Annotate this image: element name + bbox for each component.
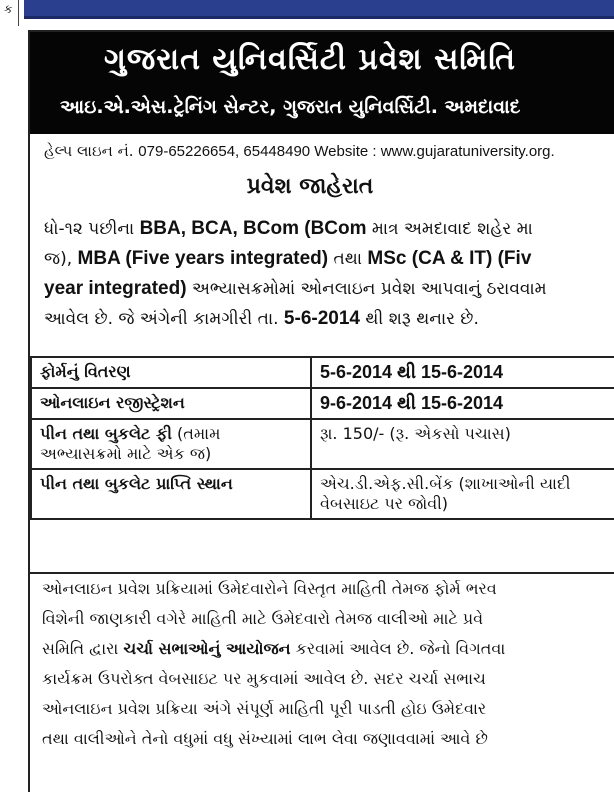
para-l2-bold2: MSc (CA & IT) (Fiv (367, 248, 532, 269)
row-label-note: (તમામ અભ્યાસક્રમો માટે એક જ) (40, 424, 221, 463)
top-color-bar (24, 0, 614, 19)
para-line-2 (44, 244, 614, 274)
para-line-1 (44, 214, 614, 244)
box-line-4: કાર્યક્રમ ઉપરોક્ત વેબસાઇટ પર મુકવામાં આવેલ છે. સદર ચર્ચા સભાચ (42, 669, 486, 688)
table-row (31, 469, 614, 519)
header-banner (30, 32, 614, 134)
info-box (30, 572, 614, 804)
para-l4-bold: 5-6-2014 (283, 308, 360, 329)
row-label-cell (31, 419, 311, 469)
table-row (31, 388, 614, 419)
adjacent-column (0, 0, 19, 26)
row-value: 5-6-2014 થી 15-6-2014 (311, 357, 614, 388)
para-l3-bold: year integrated) (44, 278, 187, 299)
row-value: એચ.ડી.એફ.સી.બેંક (શાખાઓની યાદી વેબસાઇટ પર જોવી) (311, 469, 614, 519)
para-line-4 (44, 304, 614, 334)
box-l3-post: કરવામાં આવેલ છે. જેનો વિગતવા (290, 639, 506, 658)
header-title: ગુજરાત યુનિવર્સિટી પ્રવેશ સમિતિ (103, 42, 517, 77)
para-l2-pre: જ), (44, 249, 78, 269)
notice-paragraph (44, 214, 614, 334)
row-value: રૂા. 150/- (રૂ. એકસો પચાસ) (311, 419, 614, 469)
box-line-1: ઓનલાઇન પ્રવેશ પ્રક્રિયામાં ઉમેદવારોને વિસ્તૃત માહિતી તેમજ ફોર્મ ભરવ (42, 579, 497, 598)
adjacent-column-text: ક (4, 2, 13, 16)
notice-title: પ્રવેશ જાહેરાત (246, 174, 374, 199)
para-l4-post: થી શરૂ થનાર છે. (359, 309, 479, 329)
row-label: ઓનલાઇન રજીસ્ટ્રેશન (31, 388, 311, 419)
table-row (31, 419, 614, 469)
top-strip (0, 0, 614, 26)
box-line-3 (30, 634, 614, 664)
para-l4-pre: આવેલ છે. જે અંગેની કામગીરી તા. (44, 309, 284, 329)
row-label: પીન તથા બુકલેટ પ્રાપ્તિ સ્થાન (31, 469, 311, 519)
box-l3-bold: ચર્ચા સભાઓનું આયોજન (123, 639, 291, 658)
helpline-text: 079-65226654, 65448490 Website : www.gujaratuniversity.org. (138, 143, 555, 160)
para-l2-mid: તથા (328, 249, 368, 269)
para-l2-bold1: MBA (Five years integrated) (77, 248, 329, 269)
row-label: પીન તથા બુકલેટ ફી (40, 424, 172, 443)
box-l3-pre: સમિતિ દ્વારા (42, 639, 124, 658)
table-row (31, 357, 614, 388)
row-value: 9-6-2014 થી 15-6-2014 (311, 388, 614, 419)
box-line-5: ઓનલાઇન પ્રવેશ પ્રક્રિયા અંગે સંપૂર્ણ માહિતી પૂરી પાડતી હોઇ ઉમેદવાર (42, 699, 487, 718)
row-label: ફોર્મનું વિતરણ (31, 357, 311, 388)
para-l1-post: માત્ર અમદાવાદ શહેર મા (366, 219, 533, 239)
header-subtitle: આઇ.એ.એસ.ટ્રેનિંગ સેન્ટર, ગુજરાત યુનિવર્સિટી. અમદાવાદ (60, 96, 521, 118)
advertisement (28, 30, 614, 792)
box-line-2: વિશેની જાણકારી વગેરે માહિતી માટે ઉમેદવારો તેમજ વાલીઓ માટે પ્રવે (42, 609, 484, 628)
para-l1-bold: BBA, BCA, BCom (BCom (139, 218, 367, 239)
para-line-3 (44, 274, 614, 304)
para-l1-pre: ધો-૧૨ પછીના (44, 219, 140, 239)
schedule-table (30, 356, 614, 520)
box-line-6: તથા વાલીઓને તેનો વધુમાં વધુ સંખ્યામાં લાભ લેવા જણાવવામાં આવે છે (42, 729, 488, 748)
para-l3-post: અભ્યાસક્રમોમાં ઓનલાઇન પ્રવેશ આપવાનું ઠરાવવામ (186, 279, 547, 299)
helpline-line (44, 142, 555, 160)
helpline-label: હેલ્પ લાઇન નં. (44, 142, 134, 160)
